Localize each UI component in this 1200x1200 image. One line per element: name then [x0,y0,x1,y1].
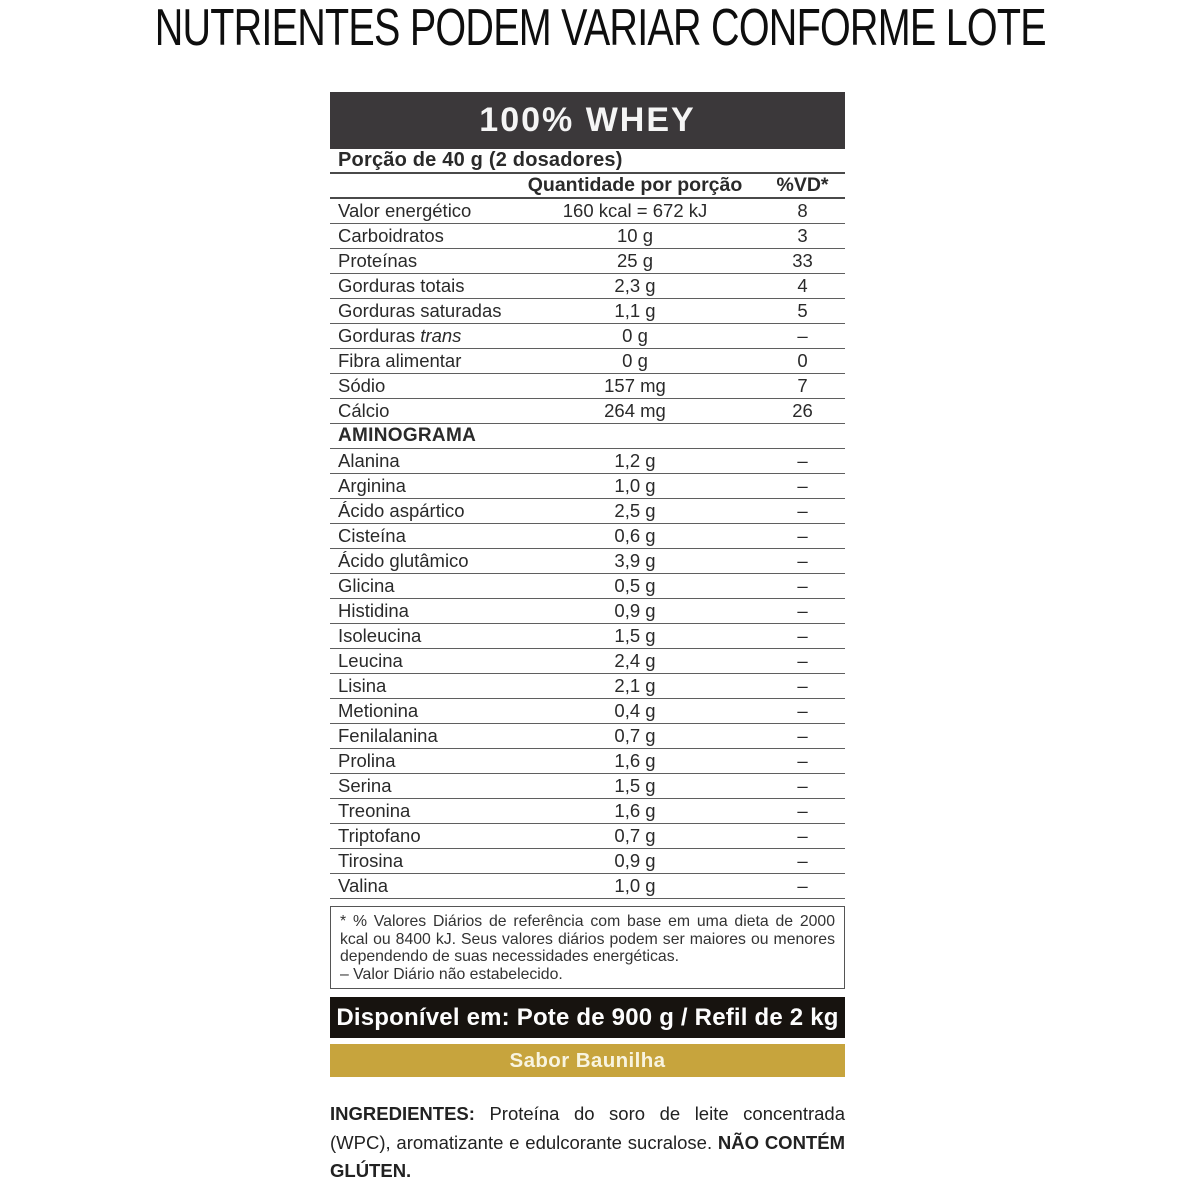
nutrient-dv-percent: – [797,700,808,721]
table-row [330,599,845,624]
table-row [330,199,845,224]
nutrient-name: Tirosina [338,850,404,871]
table-column-header-row [330,174,845,199]
nutrient-name: Isoleucina [338,625,422,646]
disclaimer-title: NUTRIENTES PODEM VARIAR CONFORME LOTE [154,0,1046,57]
nutrient-dv-percent: – [797,800,808,821]
nutrient-quantity: 25 g [616,250,653,271]
nutrient-dv-percent: 3 [797,225,808,246]
nutrient-dv-percent: 5 [797,300,808,321]
nutrient-name-italic: trans [420,325,462,346]
nutrient-name: Glicina [338,575,395,596]
table-row [330,699,845,724]
nutrient-quantity: 1,2 g [614,450,656,471]
flavor-text: Sabor Baunilha [509,1048,666,1072]
footnote-main-text: * % Valores Diários de referência com base em uma dieta de 2000 kcal ou 8400 kJ. Seus valores diários podem ser maiores ou menores dependendo de suas necessidades energéticas. [340,913,835,966]
nutrient-name: Ácido glutâmico [338,550,469,571]
nutrient-name: Gorduras saturadas [338,300,502,321]
table-row [330,724,845,749]
table-row [330,249,845,274]
nutrient-dv-percent: – [797,450,808,471]
table-row [330,674,845,699]
nutrient-name: Carboidratos [338,225,444,246]
table-row [330,749,845,774]
footnote-dash-note: – Valor Diário não estabelecido. [340,965,563,983]
nutrient-quantity: 1,6 g [614,750,656,771]
nutrient-table [330,199,845,424]
nutrient-name: Metionina [338,700,419,721]
table-row [330,274,845,299]
nutrient-dv-percent: – [797,875,808,896]
table-row [330,849,845,874]
table-row [330,299,845,324]
nutrient-dv-percent: – [797,625,808,646]
nutrient-name: Valor energético [338,200,472,221]
table-row [330,649,845,674]
nutrient-dv-percent: – [797,475,808,496]
nutrient-dv-percent: – [797,575,808,596]
table-row [330,824,845,849]
ingredients-label: INGREDIENTES: [330,1103,490,1125]
product-title: 100% WHEY [479,101,696,139]
table-row [330,774,845,799]
nutrient-name: Alanina [338,450,400,471]
nutrient-dv-percent: – [797,775,808,796]
nutrient-quantity: 0,6 g [614,525,656,546]
nutrient-quantity: 0,9 g [614,850,656,871]
nutrient-dv-percent: 7 [797,375,808,396]
serving-size-row [330,149,845,174]
daily-values-footnote-box [330,906,845,989]
nutrient-dv-percent: 4 [797,275,808,296]
gluten-free-note: NÃO CONTÉM GLÚTEN. [330,1131,845,1182]
nutrient-dv-percent: – [797,850,808,871]
nutrient-dv-percent: – [797,525,808,546]
nutrient-name: Proteínas [338,250,418,271]
table-row [330,374,845,399]
nutrient-name: Triptofano [338,825,421,846]
table-row [330,474,845,499]
nutrient-quantity: 160 kcal = 672 kJ [562,200,708,221]
nutrient-quantity: 1,5 g [614,775,656,796]
nutrient-quantity: 1,0 g [614,475,656,496]
available-sizes-bar [330,997,845,1038]
nutrient-quantity: 264 mg [604,400,666,421]
table-row [330,349,845,374]
table-row [330,549,845,574]
nutrient-name: Gorduras totais [338,275,465,296]
nutrient-quantity: 0,5 g [614,575,656,596]
table-row [330,624,845,649]
nutrient-quantity: 1,1 g [614,300,656,321]
nutrient-name: Fibra alimentar [338,350,462,371]
nutrient-name: Histidina [338,600,409,621]
product-title-bar [330,92,845,149]
table-row [330,399,845,424]
aminogram-section-header [330,424,845,449]
nutrient-dv-percent: – [797,650,808,671]
nutrient-name: Ácido aspártico [338,500,465,521]
aminogram-table [330,449,845,899]
nutrient-quantity: 2,3 g [614,275,656,296]
nutrient-dv-percent: 26 [792,400,813,421]
table-row [330,574,845,599]
nutrient-dv-percent: 0 [797,350,808,371]
table-row [330,499,845,524]
disclaimer-title-wrap [0,0,1200,56]
nutrient-quantity: 0,4 g [614,700,656,721]
nutrient-dv-percent: – [797,550,808,571]
nutrient-dv-percent: – [797,750,808,771]
nutrient-dv-percent: – [797,675,808,696]
nutrient-quantity: 2,5 g [614,500,656,521]
nutrient-quantity: 157 mg [604,375,666,396]
table-row [330,449,845,474]
nutrient-quantity: 10 g [616,225,653,246]
serving-size-text: Porção de 40 g (2 dosadores) [338,149,623,171]
nutrient-name: Cálcio [338,400,390,421]
nutrient-name: Leucina [338,650,403,671]
nutrient-name: Treonina [338,800,411,821]
nutrient-dv-percent: 33 [792,250,813,271]
nutrient-quantity: 1,0 g [614,875,656,896]
table-row [330,524,845,549]
nutrient-name: Lisina [338,675,387,696]
nutrient-dv-percent: – [797,825,808,846]
nutrient-quantity: 2,1 g [614,675,656,696]
nutrient-name: Arginina [338,475,406,496]
nutrient-quantity: 0,9 g [614,600,656,621]
nutrient-quantity: 2,4 g [614,650,656,671]
nutrient-quantity: 0 g [622,325,648,346]
ingredients-body: Proteína do soro de leite concentrada (WPC), aromatizante e edulcorante sucralose. [330,1103,845,1153]
nutrient-dv-percent: 8 [797,200,808,221]
nutrient-dv-percent: – [797,325,808,346]
nutrient-name: Cisteína [338,525,406,546]
nutrient-name: Serina [338,775,392,796]
nutrient-quantity: 1,5 g [614,625,656,646]
table-row [330,224,845,249]
nutrient-name: Sódio [338,375,386,396]
table-row [330,874,845,899]
nutrient-quantity: 0,7 g [614,825,656,846]
nutrient-dv-percent: – [797,500,808,521]
flavor-bar [330,1044,845,1077]
nutrient-quantity: 0,7 g [614,725,656,746]
nutrient-quantity: 0 g [622,350,648,371]
nutrient-dv-percent: – [797,725,808,746]
nutrient-name: Prolina [338,750,396,771]
nutrient-name: Valina [338,875,389,896]
quantity-column-header: Quantidade por porção [527,174,743,196]
nutrient-dv-percent: – [797,600,808,621]
nutrient-name: Fenilalanina [338,725,438,746]
ingredients-paragraph [330,1100,845,1186]
available-sizes-text: Disponível em: Pote de 900 g / Refil de 2 kg [336,1003,839,1031]
table-row [330,324,845,349]
nutrient-quantity: 1,6 g [614,800,656,821]
nutrient-quantity: 3,9 g [614,550,656,571]
dv-column-header: %VD* [776,174,829,196]
nutrient-name: Gorduras [338,325,421,346]
aminogram-section-title: AMINOGRAMA [338,425,477,446]
nutrition-label-panel [330,92,845,1186]
table-row [330,799,845,824]
